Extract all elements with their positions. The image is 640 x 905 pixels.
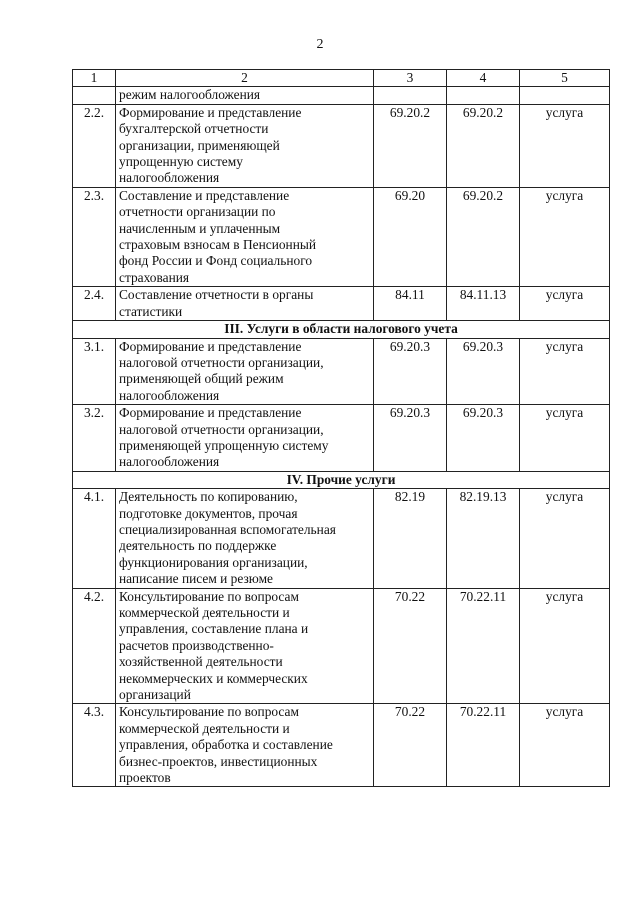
page-number: 2 — [316, 37, 324, 52]
unit-cell: услуга — [520, 405, 610, 472]
unit-cell — [520, 87, 610, 104]
okved-code: 82.19 — [374, 489, 447, 588]
header-cell-3: 3 — [374, 70, 447, 87]
services-table — [72, 69, 610, 787]
okpd-code: 70.22.11 — [447, 588, 520, 704]
description-line: Формирование и представление — [119, 338, 302, 354]
table-row — [73, 704, 610, 787]
unit-cell: услуга — [520, 104, 610, 187]
row-number: 2.3. — [73, 187, 116, 286]
description-line: применяющей общий режим — [119, 371, 284, 387]
section-header-row — [73, 321, 610, 338]
unit-cell: услуга — [520, 489, 610, 588]
table-row — [73, 588, 610, 704]
okpd-code: 69.20.3 — [447, 338, 520, 405]
unit-cell: услуга — [520, 588, 610, 704]
row-description — [116, 489, 374, 588]
description-line: налоговой отчетности организации, — [119, 354, 324, 370]
header-row — [73, 70, 610, 87]
okpd-code: 70.22.11 — [447, 704, 520, 787]
num-cell — [73, 87, 116, 104]
row-description — [116, 704, 374, 787]
description-line: налогообложения — [119, 170, 220, 186]
table-row — [73, 104, 610, 187]
description-line: фонд России и Фонд социального — [119, 253, 313, 269]
description-line: Формирование и представление — [119, 104, 302, 120]
continuation-row — [73, 87, 610, 104]
description-line: применяющей упрощенную систему — [119, 437, 329, 453]
description-line: функционирования организации, — [119, 554, 308, 570]
table-body — [73, 70, 610, 787]
okpd-code: 69.20.2 — [447, 104, 520, 187]
header-cell-5: 5 — [520, 70, 610, 87]
description-line: организаций — [119, 687, 191, 703]
description-line: отчетности организации по — [119, 204, 276, 220]
description-line: Составление отчетности в органы — [119, 287, 314, 303]
header-cell-4: 4 — [447, 70, 520, 87]
description-line: Деятельность по копированию, — [119, 489, 298, 505]
description-line: Консультирование по вопросам — [119, 704, 299, 720]
description-line: Консультирование по вопросам — [119, 588, 299, 604]
description-line: специализированная вспомогательная — [119, 521, 336, 537]
code-cell — [374, 87, 447, 104]
okved-code: 69.20.2 — [374, 104, 447, 187]
row-description — [116, 104, 374, 187]
unit-cell: услуга — [520, 187, 610, 286]
description-line: управления, составление плана и — [119, 621, 309, 637]
description-line: бухгалтерской отчетности — [119, 121, 269, 137]
row-description — [116, 187, 374, 286]
description-line: налогообложения — [119, 387, 220, 403]
row-description — [116, 338, 374, 405]
code-cell — [447, 87, 520, 104]
description-line: начисленным и уплаченным — [119, 220, 281, 236]
continuation-cell: режим налогообложения — [116, 87, 374, 104]
table-row — [73, 405, 610, 472]
description-line: расчетов производственно- — [119, 637, 274, 653]
section-header-row — [73, 471, 610, 488]
row-description — [116, 287, 374, 321]
okved-code: 69.20.3 — [374, 338, 447, 405]
header-cell-2: 2 — [116, 70, 374, 87]
okved-code: 69.20.3 — [374, 405, 447, 472]
okpd-code: 84.11.13 — [447, 287, 520, 321]
unit-cell: услуга — [520, 704, 610, 787]
section-title: IV. Прочие услуги — [73, 471, 610, 488]
description-line: управления, обработка и составление — [119, 737, 333, 753]
description-line: коммерческой деятельности и — [119, 720, 290, 736]
okved-code: 70.22 — [374, 704, 447, 787]
description-line: Формирование и представление — [119, 405, 302, 421]
description-line: написание писем и резюме — [119, 571, 273, 587]
header-cell-1: 1 — [73, 70, 116, 87]
okpd-code: 69.20.3 — [447, 405, 520, 472]
unit-cell: услуга — [520, 338, 610, 405]
table-row — [73, 287, 610, 321]
description-line: налоговой отчетности организации, — [119, 421, 324, 437]
description-line: некоммерческих и коммерческих — [119, 670, 308, 686]
table-row — [73, 187, 610, 286]
section-title: III. Услуги в области налогового учета — [73, 321, 610, 338]
description-line: деятельность по поддержке — [119, 538, 277, 554]
row-number: 3.2. — [73, 405, 116, 472]
row-number: 2.4. — [73, 287, 116, 321]
description-line: подготовке документов, прочая — [119, 505, 298, 521]
description-line: коммерческой деятельности и — [119, 605, 290, 620]
row-number: 3.1. — [73, 338, 116, 405]
table-row — [73, 338, 610, 405]
description-line: статистики — [119, 303, 183, 319]
description-line: Составление и представление — [119, 187, 290, 203]
row-number: 4.2. — [73, 588, 116, 704]
row-description — [116, 405, 374, 472]
row-number: 4.3. — [73, 704, 116, 787]
description-line: бизнес-проектов, инвестиционных — [119, 753, 318, 769]
row-number: 4.1. — [73, 489, 116, 588]
row-number: 2.2. — [73, 104, 116, 187]
description-line: налогообложения — [119, 454, 220, 470]
description-line: страхования — [119, 269, 190, 285]
okpd-code: 69.20.2 — [447, 187, 520, 286]
description-line: организации, применяющей — [119, 137, 280, 153]
description-line: упрощенную систему — [119, 154, 243, 170]
row-description — [116, 588, 374, 704]
okved-code: 70.22 — [374, 588, 447, 704]
okpd-code: 82.19.13 — [447, 489, 520, 588]
okved-code: 84.11 — [374, 287, 447, 321]
description-line: страховым взносам в Пенсионный — [119, 237, 317, 253]
okved-code: 69.20 — [374, 187, 447, 286]
description-line: хозяйственной деятельности — [119, 654, 283, 670]
description-line: проектов — [119, 770, 171, 786]
unit-cell: услуга — [520, 287, 610, 321]
table-row — [73, 489, 610, 588]
